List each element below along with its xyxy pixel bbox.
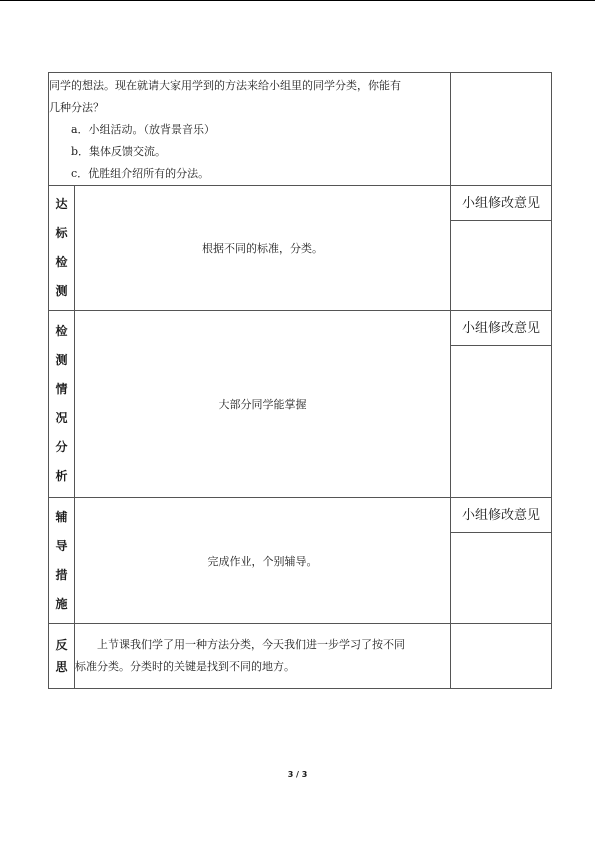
reflection-content [75, 624, 451, 689]
intro-cell [49, 73, 451, 186]
intro-line: 几种分法？ [49, 101, 104, 114]
header-rule [0, 0, 595, 1]
section-label: 达 标 检 测 [49, 186, 75, 311]
section-content: 大部分同学能掌握 [75, 311, 451, 498]
suggestion-cell [451, 186, 552, 311]
reflection-line: 标准分类。分类时的关键是找到不同的地方。 [75, 660, 295, 673]
section-label: 辅 导 措 施 [49, 498, 75, 624]
page-number: 3 / 3 [287, 770, 308, 779]
intro-row [49, 73, 552, 186]
suggestion-header: 小组修改意见 [451, 311, 551, 346]
intro-line: 同学的想法。现在就请大家用学到的方法来给小组里的同学分类，你能有 [49, 79, 401, 92]
section-content: 根据不同的标准，分类。 [75, 186, 451, 311]
suggestion-header: 小组修改意见 [451, 186, 551, 221]
step-item: c．优胜组介绍所有的分法。 [71, 167, 210, 180]
section-row-tutoring [49, 498, 552, 624]
section-row-assessment [49, 186, 552, 311]
section-label: 检 测 情 况 分 析 [49, 311, 75, 498]
section-content: 完成作业，个别辅导。 [75, 498, 451, 624]
step-item: b．集体反馈交流。 [71, 145, 167, 158]
reflection-row [49, 624, 552, 689]
suggestion-cell [451, 311, 552, 498]
suggestion-cell [451, 498, 552, 624]
reflection-label: 反 思 [49, 624, 75, 689]
lesson-plan-table [48, 72, 552, 689]
intro-side-cell [451, 73, 552, 186]
reflection-line: 上节课我们学了用一种方法分类，今天我们进一步学习了按不同 [97, 638, 405, 651]
suggestion-header: 小组修改意见 [451, 498, 551, 533]
section-row-analysis [49, 311, 552, 498]
reflection-side-cell [451, 624, 552, 689]
step-item: a．小组活动。（放背景音乐） [71, 123, 216, 136]
